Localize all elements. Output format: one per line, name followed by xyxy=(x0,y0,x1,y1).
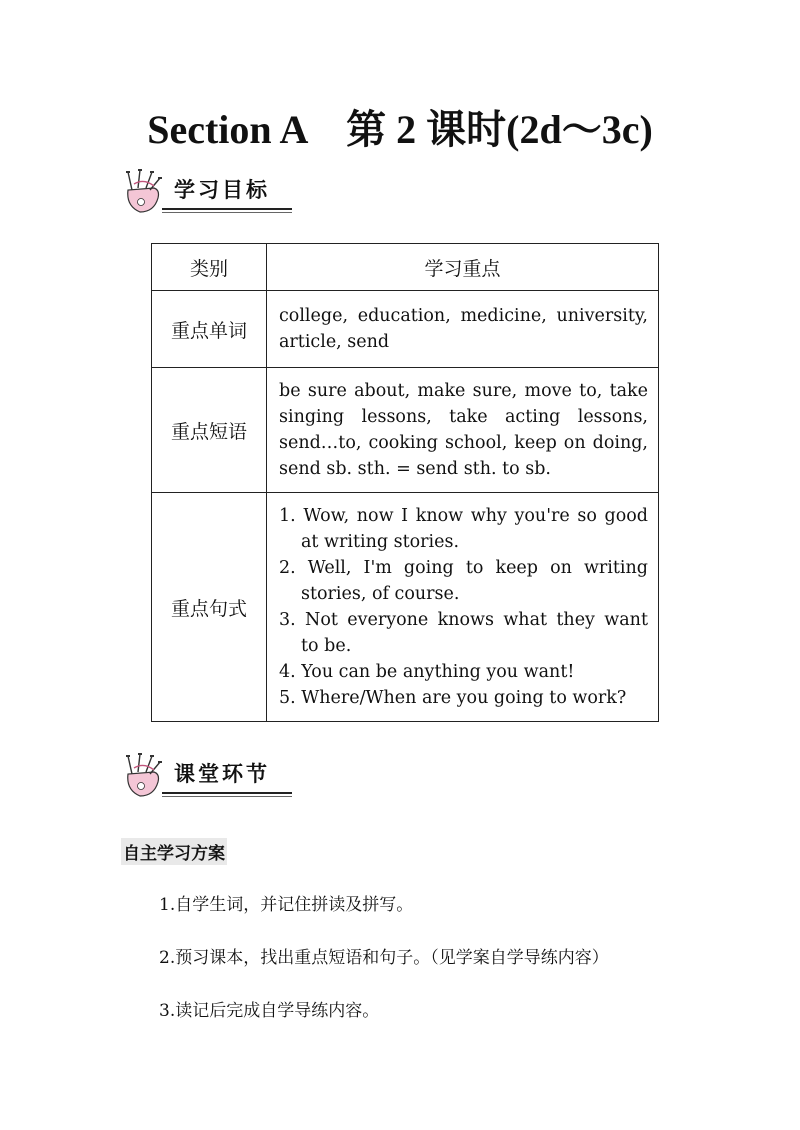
category-cell: 重点短语 xyxy=(152,368,267,493)
section-label: 课堂环节 xyxy=(174,762,270,786)
table-row xyxy=(152,493,659,722)
list-item: 3. Not everyone knows what they want to be. xyxy=(279,610,648,656)
content-cell xyxy=(267,493,659,722)
plan-item: 3.读记后完成自学导练内容。 xyxy=(159,1001,380,1021)
plan-item: 1.自学生词，并记住拼读及拼写。 xyxy=(159,895,414,915)
section-header-class xyxy=(118,752,303,802)
pen-holder-icon xyxy=(118,752,168,802)
list-item: 5. Where/When are you going to work? xyxy=(279,688,627,708)
table-row xyxy=(152,291,659,368)
table-header-row xyxy=(152,244,659,291)
section-header-goals xyxy=(118,168,303,218)
category-cell: 重点句式 xyxy=(152,493,267,722)
pen-holder-icon xyxy=(118,168,168,218)
page-title: Section A 第 2 课时(2d～3c) xyxy=(147,107,653,152)
table-row xyxy=(152,368,659,493)
sentence-list xyxy=(279,503,648,711)
section-label: 学习目标 xyxy=(174,178,270,202)
category-cell: 重点单词 xyxy=(152,291,267,368)
column-header-category: 类别 xyxy=(152,244,267,291)
column-header-focus: 学习重点 xyxy=(267,244,659,291)
plan-item: 2.预习课本，找出重点短语和句子。（见学案自学导练内容） xyxy=(159,948,609,968)
list-item: 2. Well, I'm going to keep on writing stories, of course. xyxy=(279,558,648,604)
goals-table xyxy=(151,243,659,722)
list-item: 4. You can be anything you want! xyxy=(279,662,575,682)
plan-title: 自主学习方案 xyxy=(121,838,227,865)
list-item: 1. Wow, now I know why you're so good at writing stories. xyxy=(279,506,648,552)
content-cell: college, education, medicine, university, article, send xyxy=(267,291,659,368)
content-cell: be sure about, make sure, move to, take singing lessons, take acting lessons, send…to, cooking school, keep on doing, send sb. sth. = send sth. to sb. xyxy=(267,368,659,493)
